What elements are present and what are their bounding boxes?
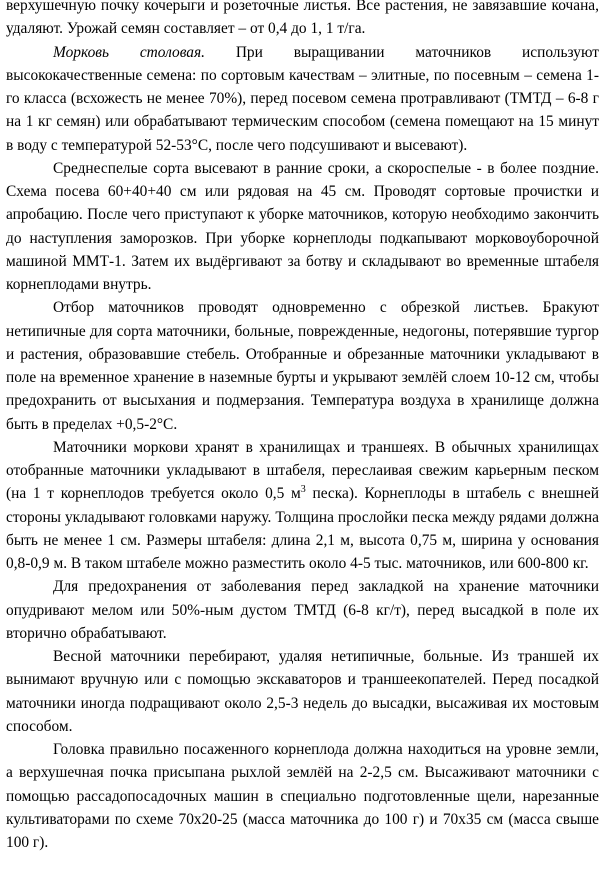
paragraph-sowing-and-harvest: Среднеспелые сорта высевают в ранние сроки, а скороспелые - в более поздние. Схема посева 60+40+40 см или рядовая на 45 см. Проводят сортовые прочистки и апробацию. После чего приступают к уборке маточников, которую необходимо закончить до наступления заморозков. При уборке корнеплоды подкапывают морковоуборочной машиной ММТ-1. Затем их выдёргивают за ботву и складывают во временные штабеля корнеплодами внутрь. — [6, 159, 599, 293]
paragraph-planting: Головка правильно посаженного корнеплода должна находиться на уровне земли, а верхушечная почка присыпана рыхлой землёй на 2-2,5 см. Высаживают маточники с помощью рассадопосадочных машин в специально подготовленные щели, нарезанные культиваторами по схеме 70х20-25 (масса маточника до 100 г) и 70х35 см (масса свыше 100 г). — [6, 741, 599, 851]
section-title-carrot: Морковь столовая. — [53, 43, 205, 61]
paragraph-carrot-seeds-text: При выращивании маточников используют высококачественные семена: по сортовым качествам – элитные, по посевным – семена 1-го класса (всхожесть не менее 70%), перед посевом семена протравливают (ТМТД – 6-8 г на 1 кг семян) или обрабатывают термическим способом (семена помещают на 15 минут в воду с температурой 52-53°С, после чего подсушивают и высевают). — [6, 43, 599, 154]
paragraph-spring-sorting: Весной маточники перебирают, удаляя нетипичные, больные. Из траншей их вынимают вручную или с помощью экскаваторов и траншеекопателей. Перед посадкой маточники иногда подращивают около 2,5-3 недель до высадки, высаживая их мостовым способом. — [6, 648, 599, 735]
paragraph-storage — [6, 436, 599, 576]
paragraph-storage-text-b: песка). Корнеплоды в штабель с внешней стороны укладывают головками наружу. Толщина прослойки песка между рядами должна быть не менее 1 см. Размеры штабеля: длина 2,1 м, высота 0,75 м, ширина у основания 0,8-0,9 м. В таком штабеле можно разместить около 4-5 тыс. маточников, или 600-800 кг. — [6, 485, 599, 572]
superscript-cubic: 3 — [300, 484, 306, 496]
paragraph-cabbage-seed-yield: верхушечную почку кочерыги и розеточные листья. Все растения, не завязавшие кочана, удаляют. Урожай семян составляет – от 0,4 до 1, 1 т/га. — [6, 0, 599, 38]
paragraph-selection: Отбор маточников проводят одновременно с обрезкой листьев. Бракуют нетипичные для сорта маточники, больные, поврежденные, недогоны, потерявшие тургор и растения, образовавшие стебель. Отобранные и обрезанные маточники укладывают в поле на временное хранение в наземные бурты и укрывают землёй слоем 10-12 см, чтобы предохранить от высыхания и подмерзания. Температура воздуха в хранилище должна быть в пределах +0,5-2°С. — [6, 299, 599, 433]
paragraph-disease-protection: Для предохранения от заболевания перед закладкой на хранение маточники опудривают мелом или 50%-ным дустом ТМТД (6-8 кг/т), перед высадкой в поле их вторично обрабатывают. — [6, 578, 599, 642]
paragraph-storage-text-a: Маточники моркови хранят в хранилищах и траншеях. В обычных хранилищах отобранные маточники укладывают в штабеля, переслаивая свежим карьерным песком (на 1 т корнеплодов требуется около 0,5 м — [6, 438, 599, 503]
paragraph-carrot-seeds — [6, 41, 599, 157]
